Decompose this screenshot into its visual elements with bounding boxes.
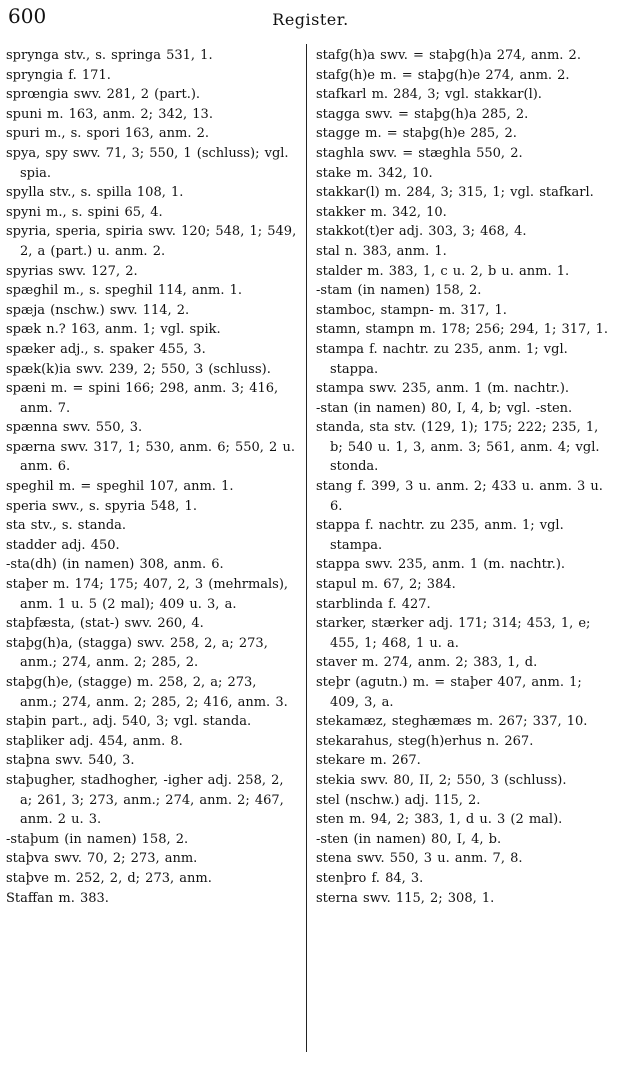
register-entry: stamboc, stampn- m. 317, 1. xyxy=(316,302,507,318)
register-entry: stappa swv. 235, anm. 1 (m. nachtr.). xyxy=(316,557,566,573)
register-entry: stalder m. 383, 1, c u. 2, b u. anm. 1. xyxy=(316,263,570,279)
register-entry: staþva swv. 70, 2; 273, anm. xyxy=(6,851,198,867)
register-entry: stafkarl m. 284, 3; vgl. stakkar(l). xyxy=(316,87,542,103)
register-column-right xyxy=(316,46,614,908)
register-entry: stadder adj. 450. xyxy=(6,537,120,553)
register-entry: stel (nschw.) adj. 115, 2. xyxy=(316,792,481,808)
register-entry: starblinda f. 427. xyxy=(316,596,431,612)
register-entry: -sta(dh) (in namen) 308, anm. 6. xyxy=(6,557,224,573)
register-entry: staþve m. 252, 2, d; 273, anm. xyxy=(6,870,212,886)
register-entry: sprœngia swv. 281, 2 (part.). xyxy=(6,87,201,103)
register-entry: spæni m. = spini 166; 298, anm. 3; 416, anm. 7. xyxy=(6,381,279,416)
register-entry: sten m. 94, 2; 383, 1, d u. 3 (2 mal). xyxy=(316,812,563,828)
register-entry: stang f. 399, 3 u. anm. 2; 433 u. anm. 3 u. 6. xyxy=(316,479,603,514)
register-entry: spyrias swv. 127, 2. xyxy=(6,263,138,279)
register-entry: -stan (in namen) 80, I, 4, b; vgl. -sten. xyxy=(316,400,573,416)
register-entry: stagga swv. = staþg(h)a 285, 2. xyxy=(316,106,529,122)
register-entry: spuni m. 163, anm. 2; 342, 13. xyxy=(6,106,213,122)
register-entry: staþg(h)a, (stagga) swv. 258, 2, a; 273, anm.; 274, anm. 2; 285, 2. xyxy=(6,635,268,671)
register-entry: staþna swv. 540, 3. xyxy=(6,753,135,769)
register-entry: stekia swv. 80, II, 2; 550, 3 (schluss). xyxy=(316,772,567,788)
register-entry: staþer m. 174; 175; 407, 2, 3 (mehrmals), anm. 1 u. 5 (2 mal); 409 u. 3, a. xyxy=(6,577,289,612)
register-entry: stenþro f. 84, 3. xyxy=(316,870,424,886)
register-entry: stakker m. 342, 10. xyxy=(316,204,447,220)
register-entry: stampa f. nachtr. zu 235, anm. 1; vgl. stappa. xyxy=(316,341,568,377)
register-entry: stekare m. 267. xyxy=(316,753,421,769)
register-entry: speghil m. = speghil 107, anm. 1. xyxy=(6,479,234,495)
register-entry: staþg(h)e, (stagge) m. 258, 2, a; 273, anm.; 274, anm. 2; 285, 2; 416, anm. 3. xyxy=(6,675,288,710)
register-entry: stafg(h)a swv. = staþg(h)a 274, anm. 2. xyxy=(316,48,581,63)
register-entry: standa, sta stv. (129, 1); 175; 222; 235, 1, b; 540 u. 1, 3, anm. 3; 561, anm. 4; vgl. stonda. xyxy=(316,420,600,475)
register-entry: spæk n.? 163, anm. 1; vgl. spik. xyxy=(6,322,221,338)
register-entry: spæk(k)ia swv. 239, 2; 550, 3 (schluss). xyxy=(6,361,271,377)
register-entry: spærna swv. 317, 1; 530, anm. 6; 550, 2 u. anm. 6. xyxy=(6,439,295,475)
register-entry: spæghil m., s. speghil 114, anm. 1. xyxy=(6,283,243,299)
register-entry: -staþum (in namen) 158, 2. xyxy=(6,831,189,847)
register-entry: sprynga stv., s. springa 531, 1. xyxy=(6,48,213,63)
register-entry: staþliker adj. 454, anm. 8. xyxy=(6,733,183,749)
register-entry: spyni m., s. spini 65, 4. xyxy=(6,204,163,220)
page-number: 600 xyxy=(8,4,47,28)
register-entry: stamn, stampn m. 178; 256; 294, 1; 317, 1. xyxy=(316,322,608,338)
register-entry: stal n. 383, anm. 1. xyxy=(316,243,447,259)
register-entry: spryngia f. 171. xyxy=(6,67,111,83)
register-entry: staver m. 274, anm. 2; 383, 1, d. xyxy=(316,655,538,671)
register-entry: spuri m., s. spori 163, anm. 2. xyxy=(6,126,210,142)
register-entry: spyria, speria, spiria swv. 120; 548, 1; 549, 2, a (part.) u. anm. 2. xyxy=(6,224,297,259)
register-entry: spæja (nschw.) swv. 114, 2. xyxy=(6,302,190,318)
register-entry: stampa swv. 235, anm. 1 (m. nachtr.). xyxy=(316,381,570,397)
register-entry: spænna swv. 550, 3. xyxy=(6,420,143,436)
register-entry: stekarahus, steg(h)erhus n. 267. xyxy=(316,733,534,749)
register-entry: staþfæsta, (stat-) swv. 260, 4. xyxy=(6,616,204,632)
register-entry: spya, spy swv. 71, 3; 550, 1 (schluss); vgl. spia. xyxy=(6,145,289,181)
register-entry: spæker adj., s. spaker 455, 3. xyxy=(6,341,206,357)
register-entry: staþugher, stadhogher, -igher adj. 258, 2, a; 261, 3; 273, anm.; 274, anm. 2; 467, anm. 2 u. 3. xyxy=(6,772,284,828)
page-header xyxy=(8,4,613,34)
register-entry: sterna swv. 115, 2; 308, 1. xyxy=(316,890,495,906)
column-divider xyxy=(306,44,307,1052)
register-entry: staþin part., adj. 540, 3; vgl. standa. xyxy=(6,714,252,730)
page-title: Register. xyxy=(272,10,349,29)
register-column-left xyxy=(6,46,298,908)
register-entry: sta stv., s. standa. xyxy=(6,518,127,534)
register-entry: stakkar(l) m. 284, 3; 315, 1; vgl. stafkarl. xyxy=(316,185,594,201)
register-entry: stekamæz, steghæmæs m. 267; 337, 10. xyxy=(316,714,588,730)
register-entry: stafg(h)e m. = staþg(h)e 274, anm. 2. xyxy=(316,67,570,83)
register-entry: Staffan m. 383. xyxy=(6,890,109,906)
register-entry: starker, stærker adj. 171; 314; 453, 1, e; 455, 1; 468, 1 u. a. xyxy=(316,616,591,651)
register-entry: -stam (in namen) 158, 2. xyxy=(316,283,482,299)
register-entry: stena swv. 550, 3 u. anm. 7, 8. xyxy=(316,851,523,867)
register-entry: steþr (agutn.) m. = staþer 407, anm. 1; 409, 3, a. xyxy=(316,675,582,710)
register-entry: speria swv., s. spyria 548, 1. xyxy=(6,498,197,514)
register-entry: staghla swv. = stæghla 550, 2. xyxy=(316,145,523,161)
register-entry: stake m. 342, 10. xyxy=(316,165,433,181)
register-entry: stagge m. = staþg(h)e 285, 2. xyxy=(316,126,517,142)
register-entry: spylla stv., s. spilla 108, 1. xyxy=(6,185,184,201)
register-entry: stakkot(t)er adj. 303, 3; 468, 4. xyxy=(316,224,527,240)
register-entry: stapul m. 67, 2; 384. xyxy=(316,577,456,593)
register-entry: -sten (in namen) 80, I, 4, b. xyxy=(316,831,502,847)
register-entry: stappa f. nachtr. zu 235, anm. 1; vgl. stampa. xyxy=(316,518,564,553)
